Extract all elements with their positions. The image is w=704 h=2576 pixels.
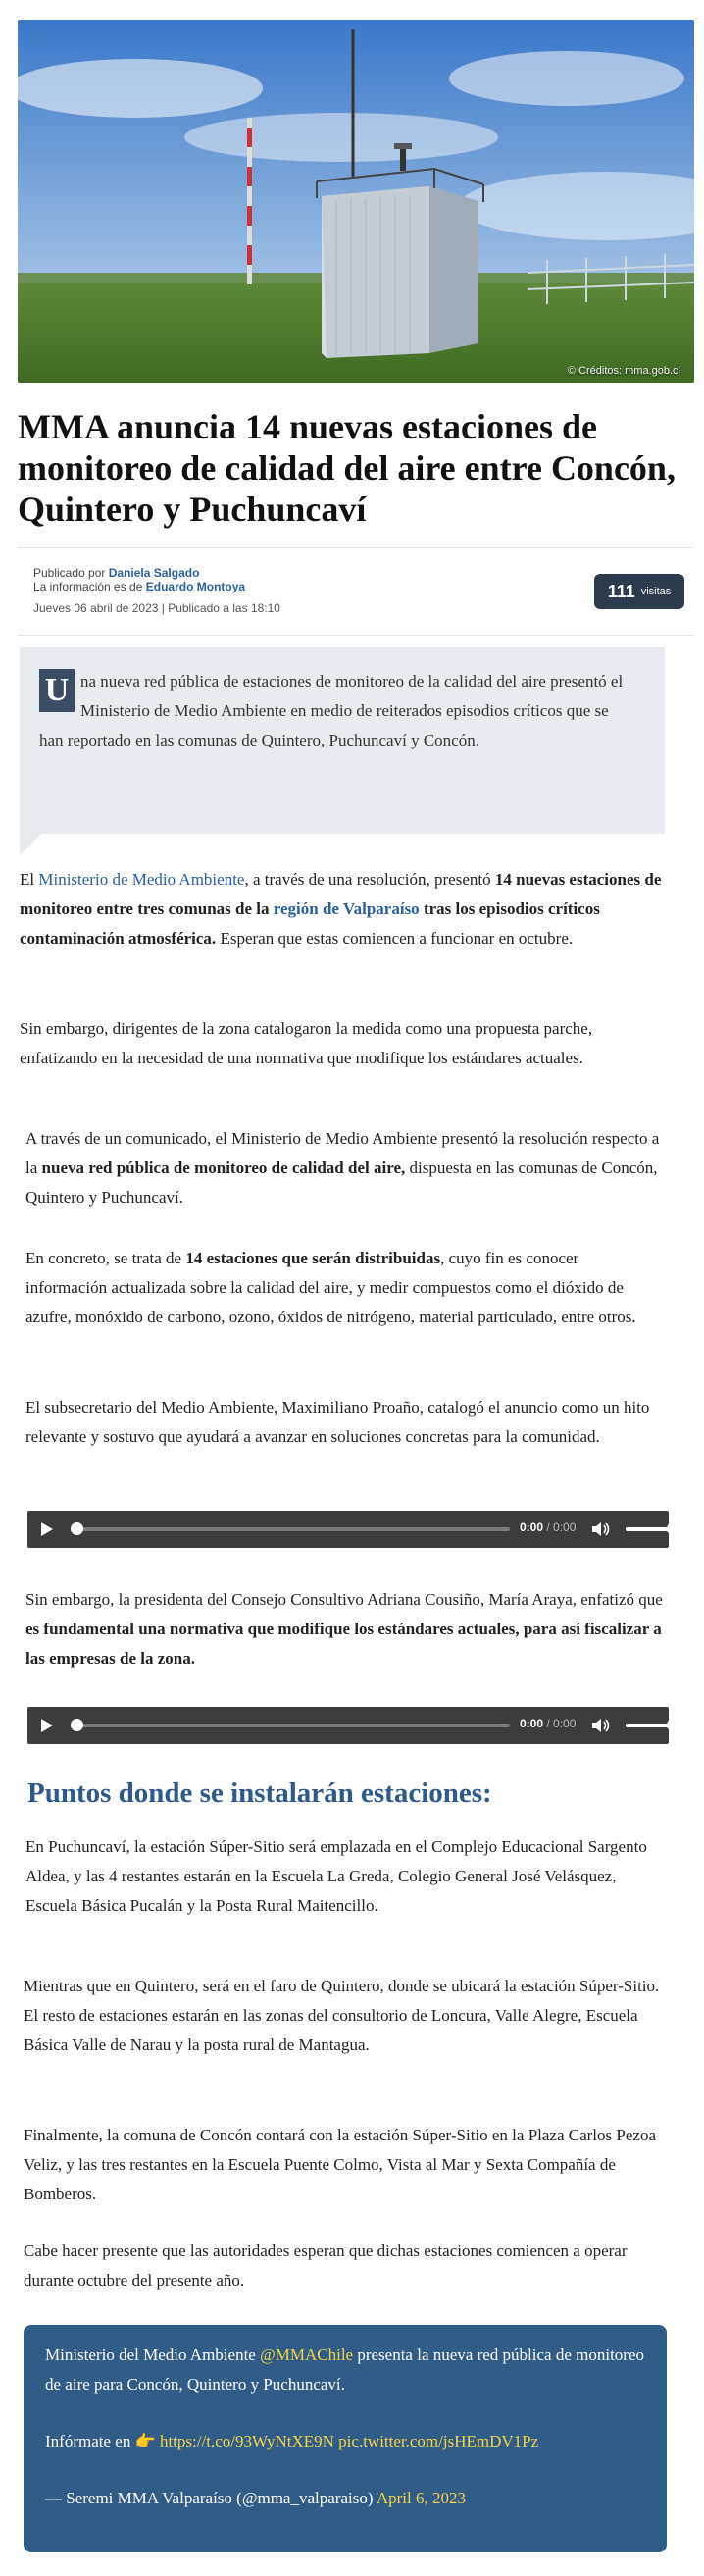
audio-player[interactable] <box>27 1707 669 1744</box>
audio-player[interactable] <box>27 1511 669 1548</box>
section-heading: Puntos donde se instalarán estaciones: <box>27 1777 492 1809</box>
current-time: 0:00 <box>520 1717 544 1730</box>
credit-icon: © <box>567 365 576 377</box>
text: , a través de una resolución, presentó <box>244 870 495 889</box>
paragraph-9: Finalmente, la comuna de Concón contará con la estación Súper-Sitio en la Plaza Carlos Pezoa Veliz, y las tres restantes en la Escuela Puente Colmo, Vista al Mar y Sexta Compañía de Bomberos. <box>24 2126 656 2203</box>
lead-quote <box>20 647 665 834</box>
visits-badge <box>594 574 684 609</box>
paragraph-4 <box>25 1244 663 1332</box>
lead-text: na nueva red pública de estaciones de monitoreo de la calidad del aire presentó el Ministerio de Medio Ambiente en medio de reiterados episodios críticos que se han reportado en las comunas de Quintero, Puchuncaví y Concón. <box>39 672 624 749</box>
text: Esperan que estas comiencen a funcionar en octubre. <box>216 929 574 948</box>
seek-bar[interactable] <box>76 1527 510 1531</box>
region-link[interactable]: región de Valparaíso <box>273 900 420 918</box>
seek-knob[interactable] <box>71 1719 83 1731</box>
source-link[interactable]: Eduardo Montoya <box>145 580 246 593</box>
current-time: 0:00 <box>520 1520 544 1534</box>
play-icon[interactable] <box>41 1522 53 1536</box>
tweet-author: — Seremi MMA Valparaíso (@mma_valparaiso) <box>45 2489 377 2507</box>
audio-time <box>520 1520 576 1534</box>
volume-knob[interactable] <box>667 1719 679 1731</box>
publish-date: Jueves 06 abril de 2023 | Publicado a las 18:10 <box>33 601 280 615</box>
tweet-url-link[interactable]: https://t.co/93WyNtXE9N <box>159 2432 334 2450</box>
bold-text: tras los episodios críticos contaminación atmosférica. <box>20 900 600 948</box>
text: Infórmate en 👉 <box>45 2432 160 2450</box>
paragraph-2: Sin embargo, dirigentes de la zona catalogaron la medida como una propuesta parche, enfatizando en la necesidad de una normativa que modifique los estándares actuales. <box>20 1019 593 1067</box>
duration: 0:00 <box>553 1717 577 1730</box>
drop-cap: U <box>39 669 75 712</box>
tweet-footer <box>45 2484 645 2513</box>
volume-knob[interactable] <box>667 1522 679 1535</box>
text: , cuyo fin es conocer información actualizada sobre la calidad del aire, y medir compuestos como el dióxido de azufre, monóxido de carbono, ozono, óxidos de nitrógeno, material particulado, entre otros. <box>25 1249 636 1326</box>
published-by-label: Publicado por <box>33 566 106 580</box>
audio-time <box>520 1717 576 1730</box>
bold-text: 14 estaciones que serán distribuidas <box>185 1249 441 1267</box>
paragraph-1 <box>20 865 667 953</box>
paragraph-10: Cabe hacer presente que las autoridades esperan que dichas estaciones comiencen a operar durante octubre del presente año. <box>24 2241 628 2290</box>
text: Sin embargo, la presidenta del Consejo Consultivo Adriana Cousiño, María Araya, enfatizó que <box>25 1590 663 1609</box>
text: En concreto, se trata de <box>25 1249 186 1267</box>
bold-text: es fundamental una normativa que modifique los estándares actuales, para así fiscalizar a las empresas de la zona. <box>25 1620 662 1668</box>
visits-count: 111 <box>607 581 635 601</box>
image-credit <box>568 365 680 377</box>
visits-label: visitas <box>640 586 672 597</box>
text: dispuesta en las comunas de Concón, Quintero y Puchuncaví. <box>25 1159 658 1207</box>
tweet-pic-link[interactable]: pic.twitter.com/jsHEmDV1Pz <box>333 2432 539 2450</box>
paragraph-5: El subsecretario del Medio Ambiente, Maximiliano Proaño, catalogó el anuncio como un hito relevante y sostuvo que ayudará a avanzar en soluciones concretas para la comunidad. <box>25 1398 650 1446</box>
text: Ministerio del Medio Ambiente <box>45 2345 261 2364</box>
info-label: La información es de <box>33 580 143 593</box>
author-link[interactable]: Daniela Salgado <box>108 566 200 580</box>
tweet-date-link[interactable]: April 6, 2023 <box>376 2489 466 2507</box>
tweet-handle-link[interactable]: @MMAChile <box>260 2345 354 2364</box>
byline <box>33 566 280 615</box>
duration: 0:00 <box>553 1520 577 1534</box>
play-icon[interactable] <box>41 1719 53 1732</box>
volume-icon[interactable] <box>592 1521 612 1537</box>
time-separator: / <box>543 1520 554 1534</box>
volume-icon[interactable] <box>592 1718 612 1733</box>
tweet-links <box>45 2427 645 2456</box>
time-separator: / <box>543 1717 554 1730</box>
bold-text: nueva red pública de monitoreo de calidad del aire, <box>41 1159 406 1177</box>
text: A través de un comunicado, el Ministerio de Medio Ambiente presentó la resolución respecto a la <box>25 1129 660 1177</box>
paragraph-3 <box>25 1124 663 1212</box>
text: El <box>20 870 39 889</box>
paragraph-7: En Puchuncaví, la estación Súper-Sitio será emplazada en el Complejo Educacional Sargento Aldea, y las 4 restantes estarán en la Escuela La Greda, Colegio General José Velásquez, Escuela Básica Pucalán y la Posta Rural Maitencillo. <box>25 1837 647 1915</box>
hero-image <box>18 20 694 383</box>
seek-knob[interactable] <box>71 1522 83 1535</box>
article-meta <box>18 547 694 636</box>
bold-text: 14 nuevas estaciones de monitoreo entre tres comunas de la <box>20 870 662 918</box>
page-title: MMA anuncia 14 nuevas estaciones de monitoreo de calidad del aire entre Concón, Quintero y Puchuncaví <box>18 407 676 529</box>
text: presenta la nueva red pública de monitoreo de aire para Concón, Quintero y Puchuncaví. <box>45 2345 645 2394</box>
paragraph-8: Mientras que en Quintero, será en el faro de Quintero, donde se ubicará la estación Súper-Sitio. El resto de estaciones estarán en las zonas del consultorio de Loncura, Valle Alegre, Escuela Básica Valle de Narau y la posta rural de Mantagua. <box>24 1977 660 2054</box>
tweet-text <box>45 2341 645 2399</box>
paragraph-6 <box>25 1585 663 1674</box>
credit-text: Créditos: mma.gob.cl <box>578 365 680 377</box>
ministerio-link[interactable]: Ministerio de Medio Ambiente <box>38 870 245 889</box>
station-photo <box>18 20 694 383</box>
embedded-tweet <box>24 2325 667 2552</box>
seek-bar[interactable] <box>76 1724 510 1727</box>
